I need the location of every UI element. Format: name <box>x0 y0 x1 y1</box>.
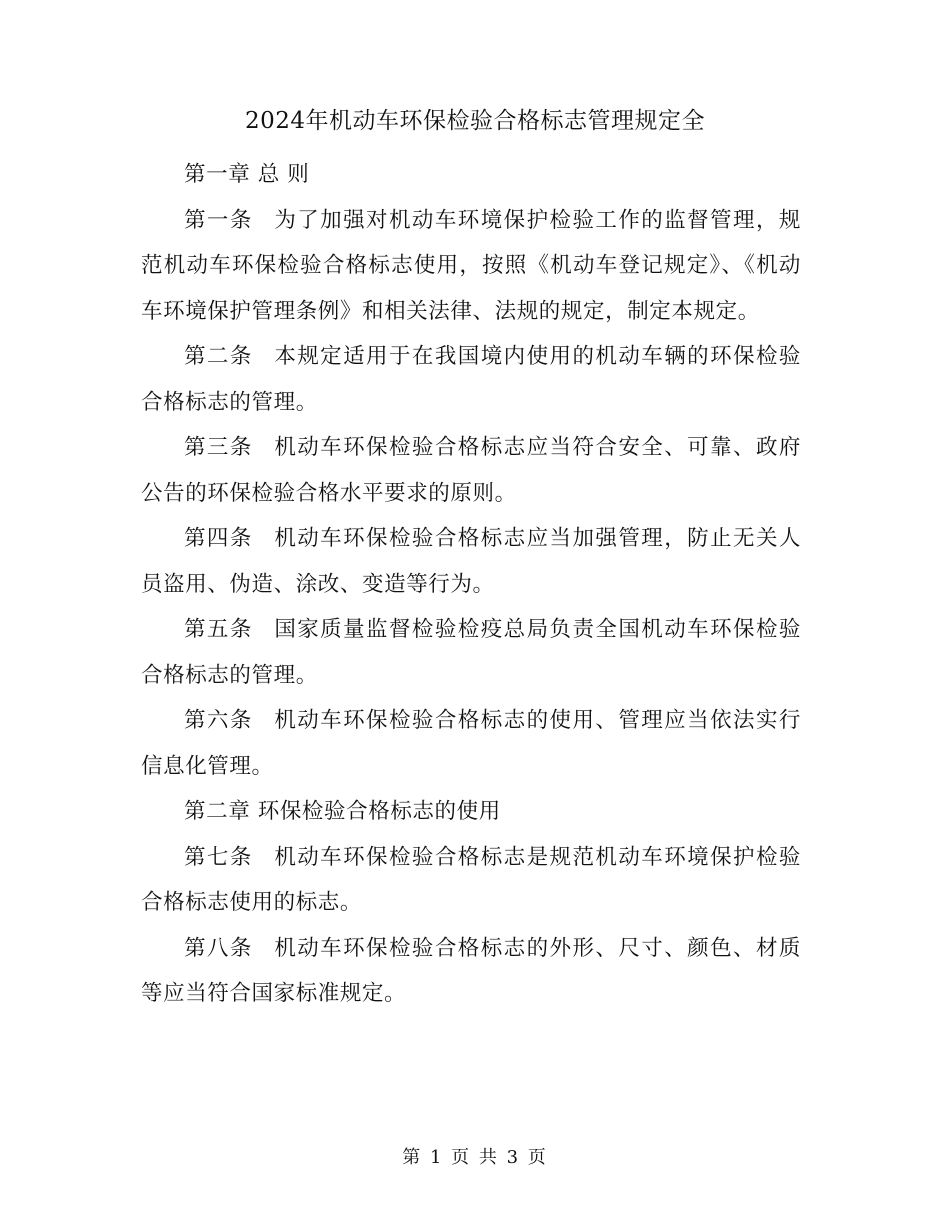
article-paragraph <box>141 516 801 607</box>
document-body <box>141 152 801 1017</box>
chapter-label: 第一章 总 则 <box>184 162 310 187</box>
article-label: 第二条 <box>184 344 253 369</box>
article-label: 第八条 <box>184 935 253 961</box>
chapter-heading <box>141 789 801 835</box>
article-label: 第七条 <box>184 844 253 870</box>
article-text: 国家质量监督检验检疫总局负责全国机动车环保检验合格标志的管理。 <box>141 617 801 688</box>
chapter-heading <box>141 152 801 198</box>
article-paragraph <box>141 334 801 425</box>
article-paragraph <box>141 607 801 698</box>
article-text: 为了加强对机动车环境保护检验工作的监督管理，规范机动车环保检验合格标志使用，按照《机动车登记规定》、《机动车环境保护管理条例》和相关法律、法规的规定，制定本规定。 <box>141 207 801 324</box>
article-paragraph <box>141 835 801 926</box>
chapter-label: 第二章 环保检验合格标志的使用 <box>184 799 501 824</box>
article-text: 机动车环保检验合格标志的外形、尺寸、颜色、材质等应当符合国家标准规定。 <box>141 935 801 1006</box>
article-label: 第五条 <box>184 617 253 642</box>
article-paragraph <box>141 198 801 335</box>
article-label: 第四条 <box>184 526 253 551</box>
article-text: 机动车环保检验合格标志应当加强管理，防止无关人员盗用、伪造、涂改、变造等行为。 <box>141 526 801 597</box>
article-text: 机动车环保检验合格标志是规范机动车环境保护检验合格标志使用的标志。 <box>141 844 801 915</box>
document-title: 2024年机动车环保检验合格标志管理规定全 <box>244 108 706 134</box>
article-label: 第一条 <box>184 207 253 233</box>
article-text: 机动车环保检验合格标志应当符合安全、可靠、政府公告的环保检验合格水平要求的原则。 <box>141 435 801 506</box>
article-label: 第三条 <box>184 435 253 460</box>
article-paragraph <box>141 425 801 516</box>
article-label: 第六条 <box>184 708 253 733</box>
article-text: 机动车环保检验合格标志的使用、管理应当依法实行信息化管理。 <box>141 708 801 779</box>
article-text: 本规定适用于在我国境内使用的机动车辆的环保检验合格标志的管理。 <box>141 344 801 415</box>
article-paragraph <box>141 926 801 1017</box>
page-footer: 第 1 页 共 3 页 <box>402 1147 548 1168</box>
article-paragraph <box>141 698 801 789</box>
